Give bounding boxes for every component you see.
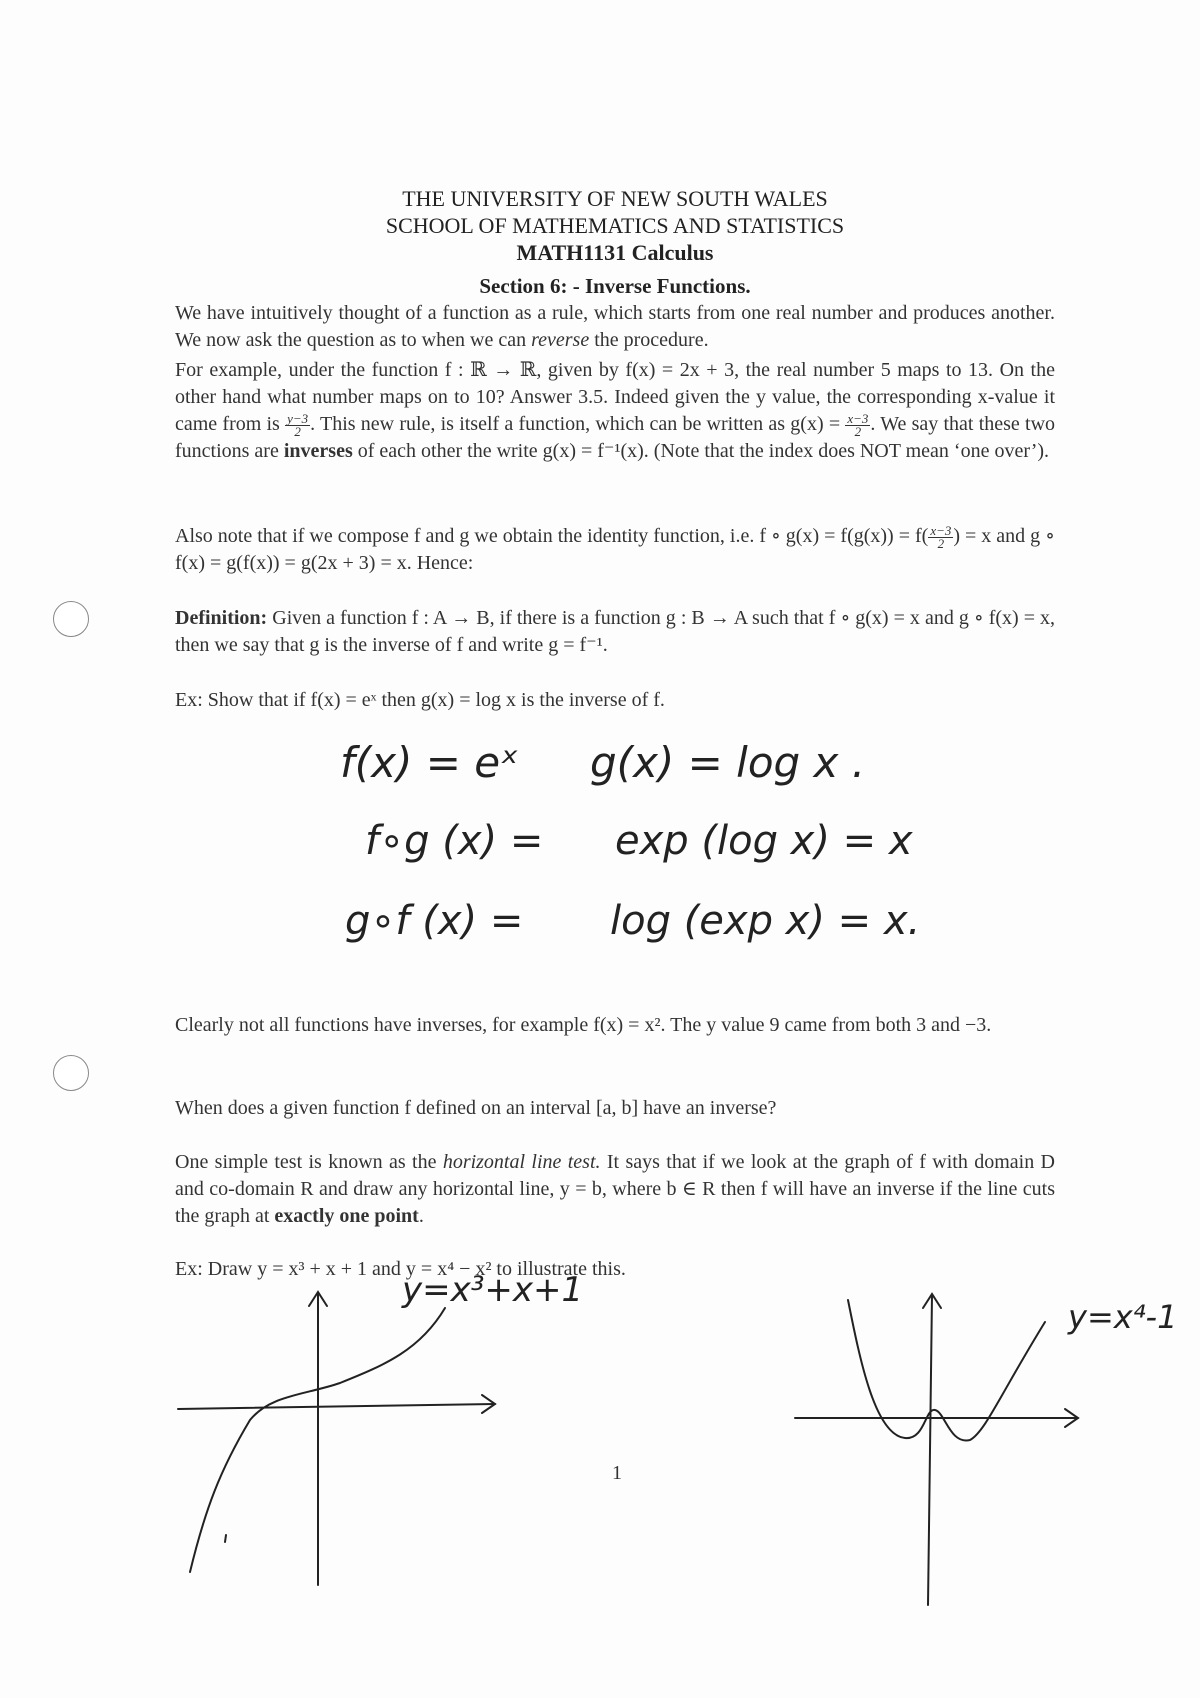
hlt-text-2: It says that if we look at the graph of f with domain D and co-domain R and draw any horizontal line, y = b, where b ∈ R then f will have an inverse if the line cuts the graph at: [175, 1151, 1055, 1227]
section-title: Section 6: - Inverse Functions.: [479, 274, 751, 298]
intro-example-text-4: of each other the write g(x) = f⁻¹(x). (Note that the index does NOT mean ‘one over’).: [357, 440, 1050, 462]
handwritten-line-2-right: exp (log x) = x: [615, 818, 913, 864]
hlt-text-end: .: [418, 1205, 424, 1227]
hlt-bold: exactly one point: [274, 1205, 419, 1227]
handwritten-line-2-left: f∘g (x) =: [365, 818, 544, 864]
intro-text: We have intuitively thought of a function as a rule, which starts from one real number and produces another. We now ask the question as to when we can: [175, 302, 1055, 351]
curve-tick: [225, 1535, 226, 1542]
clearly-paragraph: Clearly not all functions have inverses, for example f(x) = x². The y value 9 came from both 3 and −3.: [175, 1014, 992, 1036]
quartic-curve: [848, 1300, 1045, 1441]
handwritten-line-1-left: f(x) = eˣ: [340, 738, 519, 787]
hlt-text: One simple test is known as the: [175, 1151, 437, 1173]
fraction-denominator: 2: [294, 423, 301, 439]
handwritten-line-3-left: g∘f (x) =: [345, 898, 524, 944]
fraction-denominator: 2: [937, 535, 945, 551]
question-paragraph: When does a given function f defined on an interval [a, b] have an inverse?: [175, 1097, 777, 1119]
graph-2-label: y=x⁴-1: [1068, 1298, 1178, 1336]
handwritten-line-3-right: log (exp x) = x.: [610, 898, 921, 944]
definition-text: Given a function f : A → B, if there is a function g : B → A such that f ∘ g(x) = x and g ∘ f(x) = x, then we say that g is the inverse of f and write g = f⁻¹.: [175, 607, 1056, 656]
x-axis: [178, 1404, 495, 1409]
inverses-bold: inverses: [283, 440, 353, 462]
intro-example-text: For example, under the function f : ℝ → ℝ, given by f(x) = 2x + 3, the real number 5 maps to 13. On the other hand what number maps on to 10? Answer 3.5. Indeed given the y value, the corresponding x-value it came from is: [175, 359, 1055, 435]
intro-text-end: the procedure.: [594, 329, 709, 351]
hlt-emphasis: horizontal line test.: [442, 1151, 601, 1173]
school-title: SCHOOL OF MATHEMATICS AND STATISTICS: [385, 213, 845, 238]
example-1: Ex: Show that if f(x) = eˣ then g(x) = log x is the inverse of f.: [175, 689, 665, 711]
y-axis: [928, 1295, 932, 1605]
intro-emphasis: reverse: [531, 329, 590, 351]
graph-1-label: y=x³+x+1: [402, 1270, 584, 1310]
fraction-numerator: x−3: [847, 410, 869, 426]
university-title: THE UNIVERSITY OF NEW SOUTH WALES: [402, 186, 828, 211]
handwritten-line-1-right: g(x) = log x .: [590, 738, 866, 787]
example-2: Ex: Draw y = x³ + x + 1 and y = x⁴ − x² to illustrate this.: [175, 1258, 626, 1280]
page-number: 1: [612, 1462, 622, 1484]
compose-text: Also note that if we compose f and g we obtain the identity function, i.e. f ∘ g(x) = f(g(x)) = f(: [175, 525, 929, 547]
course-title: MATH1131 Calculus: [516, 240, 714, 265]
compose-text-end: ) = x and g ∘ f(x) = g(f(x)) = g(2x + 3) = x. Hence:: [175, 525, 1055, 574]
intro-example-text-3: . We say that these two functions are: [175, 413, 1056, 462]
fraction-numerator: x−3: [930, 522, 952, 538]
definition-label: Definition:: [175, 607, 268, 629]
fraction-denominator: 2: [854, 423, 862, 439]
fraction-numerator: y−3: [287, 410, 309, 426]
intro-example-text-2: . This new rule, is itself a function, which can be written as g(x) =: [310, 413, 841, 435]
